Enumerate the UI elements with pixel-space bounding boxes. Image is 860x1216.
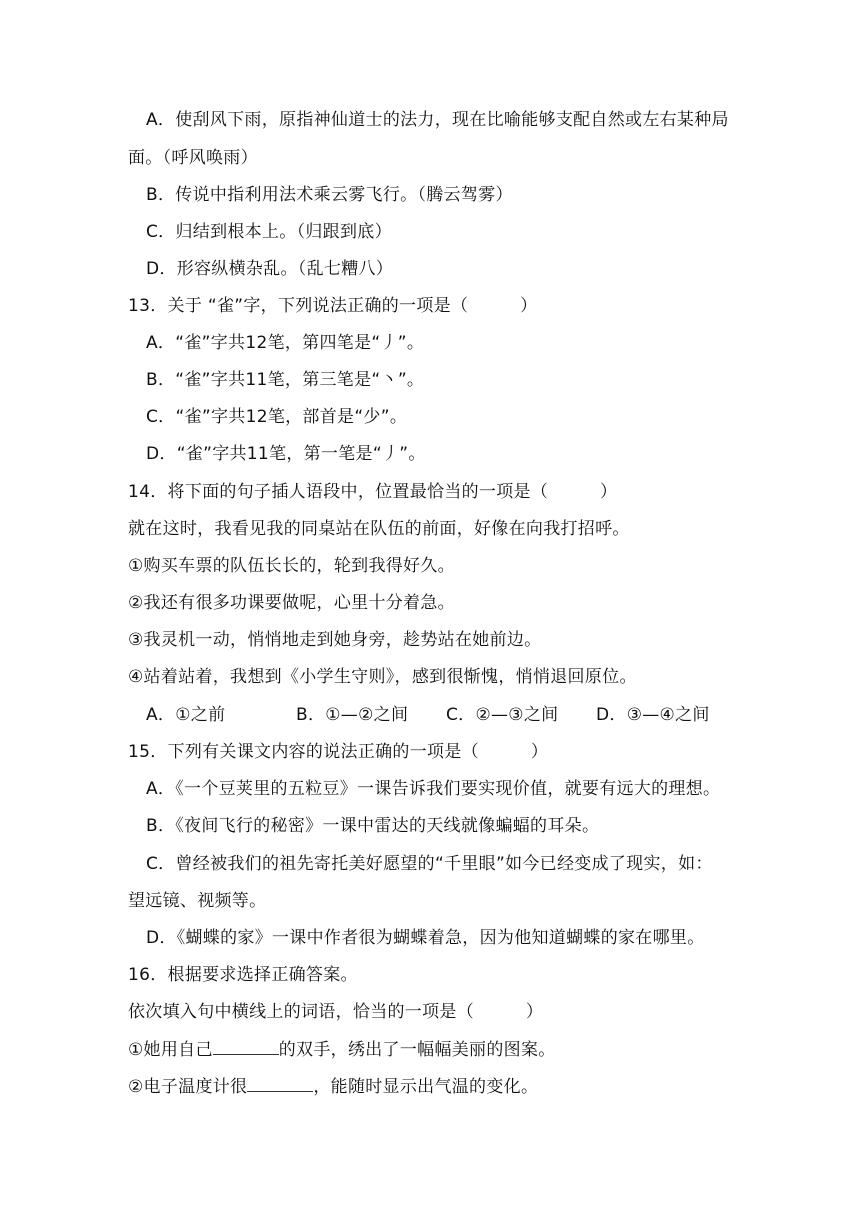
q14-stem: 14．将下面的句子插人语段中，位置最恰当的一项是（ ） [128, 482, 618, 502]
q14-options [146, 703, 710, 727]
q16-sentence-1 [128, 1038, 556, 1062]
q15-stem: 15．下列有关课文内容的说法正确的一项是（ ） [128, 742, 549, 762]
q14-option-c: C．②—③之间 [446, 705, 559, 725]
q16-sub-question: 依次填入句中横线上的词语，恰当的一项是（ ） [128, 1002, 544, 1022]
fill-blank-1[interactable] [213, 1038, 279, 1055]
q16-s2-suffix: ，能随时显示出气温的变化。 [313, 1077, 539, 1097]
q14-option-b: B．①—②之间 [296, 705, 409, 725]
q16-sentence-2 [128, 1075, 538, 1099]
q15-option-a: A．《一个豆荚里的五粒豆》一课告诉我们要实现价值，就要有远大的理想。 [146, 779, 721, 799]
q16-s1-suffix: 的双手，绣出了一幅幅美丽的图案。 [278, 1040, 556, 1060]
q12-option-c: C．归结到根本上。（归跟到底） [146, 222, 392, 242]
q13-stem: 13．关于 “雀”字，下列说法正确的一项是（ ） [128, 296, 538, 316]
q16-s2-prefix: ②电子温度计很 [128, 1077, 248, 1097]
q14-passage-2: ②我还有很多功课要做呢，心里十分着急。 [128, 593, 455, 613]
q13-option-d: D．“雀”字共11笔，第一笔是“丿”。 [146, 444, 426, 464]
q12-option-a-line1: A．使刮风下雨，原指神仙道士的法力，现在比喻能够支配自然或左右某种局 [146, 110, 729, 130]
q14-option-d: D．③—④之间 [596, 705, 710, 725]
q15-option-c-line1: C．曾经被我们的祖先寄托美好愿望的“千里眼”如今已经变成了现实，如： [146, 854, 713, 874]
q15-option-b: B．《夜间飞行的秘密》一课中雷达的天线就像蝙蝠的耳朵。 [146, 816, 600, 836]
q14-passage-4: ④站着站着，我想到《小学生守则》，感到很惭愧，悄悄退回原位。 [128, 667, 637, 687]
q13-option-a: A．“雀”字共12笔，第四笔是“丿”。 [146, 333, 425, 353]
q16-stem: 16．根据要求选择正确答案。 [128, 965, 358, 985]
q15-option-d: D．《蝴蝶的家》一课中作者很为蝴蝶着急，因为他知道蝴蝶的家在哪里。 [146, 928, 705, 948]
q16-s1-prefix: ①她用自己 [128, 1040, 213, 1060]
q12-option-b: B．传说中指利用法术乘云雾飞行。（腾云驾雾） [146, 185, 513, 205]
q14-passage-3: ③我灵机一动，悄悄地走到她身旁，趁势站在她前边。 [128, 630, 542, 650]
q14-passage-1: ①购买车票的队伍长长的，轮到我得好久。 [128, 556, 455, 576]
q12-option-a-line2: 面。（呼风唤雨） [128, 148, 258, 168]
q13-option-c: C．“雀”字共12笔，部首是“少”。 [146, 407, 408, 427]
q14-sentence: 就在这时，我看见我的同桌站在队伍的前面，好像在向我打招呼。 [128, 519, 630, 539]
q14-option-a: A．①之前 [146, 705, 226, 725]
q12-option-d: D．形容纵横杂乱。（乱七糟八） [146, 259, 394, 279]
q15-option-c-line2: 望远镜、视频等。 [128, 891, 267, 911]
q13-option-b: B．“雀”字共11笔，第三笔是“丶”。 [146, 370, 425, 390]
fill-blank-2[interactable] [247, 1075, 313, 1092]
